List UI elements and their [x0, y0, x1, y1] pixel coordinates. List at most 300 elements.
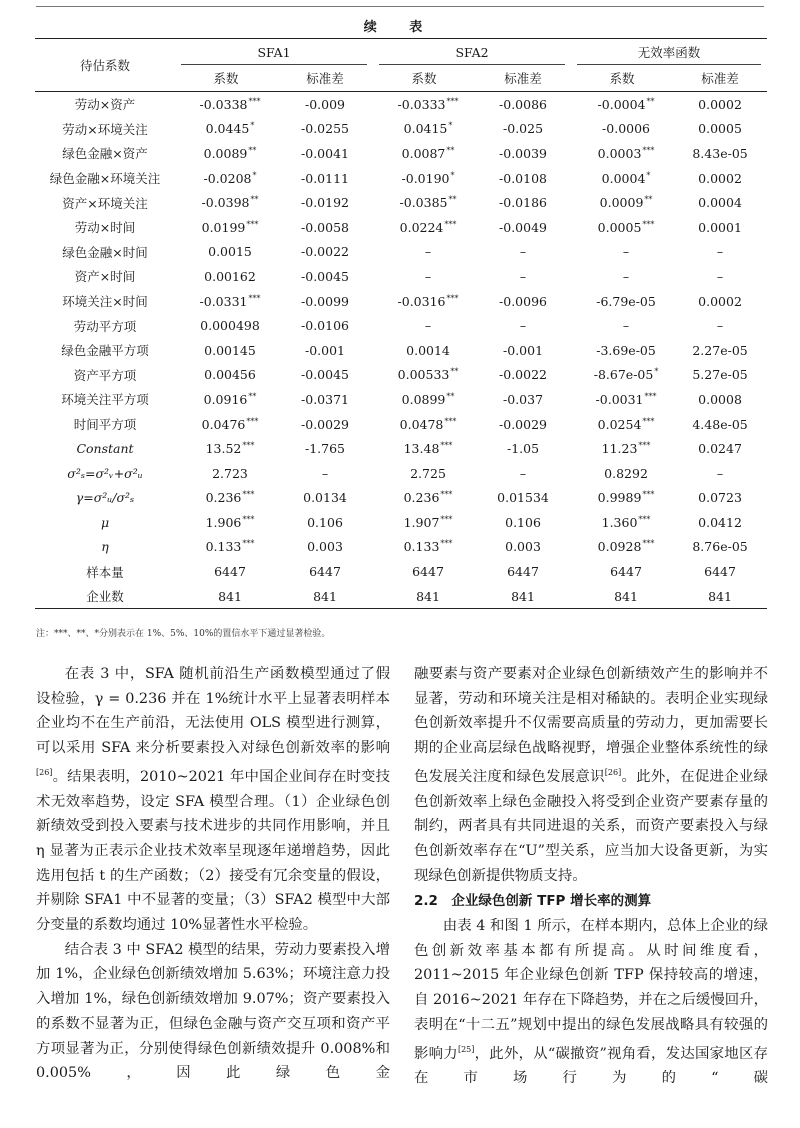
cell-value: -0.0058: [301, 219, 349, 235]
row-label: 劳动×资产: [74, 97, 136, 113]
significance-stars: **: [646, 96, 655, 106]
table-cell: [277, 313, 373, 338]
table-cell: [673, 363, 767, 388]
table-cell: [175, 92, 277, 117]
table-cell: [277, 240, 373, 265]
cell-value: 0.01534: [497, 490, 549, 506]
cell-value: 2.27e-05: [692, 342, 748, 358]
cell-value: 0.0002: [698, 96, 742, 112]
table-row: [35, 215, 767, 240]
row-label: 资产平方项: [73, 367, 137, 383]
table-cell: [571, 264, 673, 289]
cell-value: –: [622, 318, 630, 334]
cell-value: –: [424, 268, 432, 284]
significance-stars: **: [248, 391, 257, 401]
cell-value: -0.0029: [499, 416, 547, 432]
right-paragraph-2: 由表 4 和图 1 所示，在样本期内，总体上企业的绿色创新效率基本都有所提高。从时间维度看，2011~2015 年企业绿色创新 TFP 保持较高的增速，自 2016~2021 年存在下降趋势，并在之后缓慢回升，表明在“十二五”规划中提出的绿色发展战略具有较强的影响力[25]，此外，从“碳撤资”视角看，发达国家地区存在市场行为的“碳: [414, 918, 768, 1087]
table-row: [35, 289, 767, 314]
table-cell: [673, 412, 767, 437]
cell-value: -0.0398: [201, 195, 250, 211]
table-cell: [673, 461, 767, 486]
cell-value: 0.9989: [597, 490, 642, 506]
table-cell: [373, 289, 475, 314]
table-cell: [277, 215, 373, 240]
significance-stars: ***: [644, 391, 657, 401]
cell-value: -0.0004: [597, 96, 646, 112]
table-cell: [673, 436, 767, 461]
significance-stars: ***: [642, 416, 655, 426]
table-cell: [673, 584, 767, 609]
table-note: 注：***、**、*分别表示在 1%、5%、10%的置信水平下通过显著检验。: [36, 629, 331, 639]
table-cell: [277, 289, 373, 314]
table-cell: [175, 363, 277, 388]
cell-value: -0.0186: [499, 195, 547, 211]
table-row: [35, 338, 767, 363]
row-label: γ=σ²ᵤ/σ²ₛ: [75, 490, 135, 506]
significance-stars: *: [654, 367, 659, 377]
cell-value: –: [519, 268, 527, 284]
table-cell: [373, 363, 475, 388]
table-cell: [571, 141, 673, 166]
cell-value: –: [622, 268, 630, 284]
cell-value: 0.0916: [203, 391, 248, 407]
group-header-sfa1: SFA1: [175, 39, 373, 66]
table-row: [35, 559, 767, 584]
cell-value: 8.43e-05: [692, 145, 748, 161]
table-cell: [571, 387, 673, 412]
cell-value: 0.0412: [698, 514, 742, 530]
table-cell: [673, 264, 767, 289]
coefficient-table: [35, 38, 767, 609]
table-cell: [475, 412, 571, 437]
significance-stars: ***: [638, 441, 651, 451]
subheader-coef: 系数: [373, 65, 475, 92]
table-row: [35, 412, 767, 437]
cell-value: 0.0001: [698, 219, 742, 235]
significance-stars: ***: [446, 293, 459, 303]
table-row: [35, 510, 767, 535]
cell-value: -1.05: [506, 441, 540, 457]
table-cell: [571, 535, 673, 560]
cell-value: 0.0002: [698, 170, 742, 186]
right-text-column: [414, 662, 768, 1091]
cell-value: 6447: [610, 564, 642, 580]
cell-value: -0.0331: [199, 293, 248, 309]
cell-value: 0.8292: [604, 465, 648, 481]
cell-value: 0.0476: [201, 416, 246, 432]
table-cell: [673, 190, 767, 215]
cell-value: 0.0002: [698, 293, 742, 309]
table-cell: [475, 166, 571, 191]
table-row: [35, 117, 767, 142]
row-label: Constant: [76, 441, 134, 457]
cell-value: -0.037: [503, 391, 544, 407]
table-cell: [571, 166, 673, 191]
cell-value: –: [716, 268, 724, 284]
table-cell: [175, 141, 277, 166]
left-paragraph-2: 结合表 3 中 SFA2 模型的结果，劳动力要素投入增加 1%，企业绿色创新绩效增加 5.63%；环境注意力投入增加 1%，绿色创新绩效增加 9.07%；资产要素投入的系数不显著为正，但绿色金融与资产交互项和资产平方项显著为正，分别使得绿色创新绩效提升 0.008%和 0.005%，因此绿色金: [36, 941, 390, 1082]
significance-stars: ***: [242, 490, 255, 500]
table-cell: [475, 387, 571, 412]
table-cell: [571, 313, 673, 338]
table-cell: [673, 338, 767, 363]
cell-value: 0.0224: [399, 219, 444, 235]
table-cell: [277, 264, 373, 289]
cell-value: 5.27e-05: [692, 367, 748, 383]
cell-value: 0.0199: [201, 219, 246, 235]
table-row: [35, 436, 767, 461]
cell-value: -0.0316: [397, 293, 446, 309]
cell-value: -0.0099: [301, 293, 349, 309]
table-cell: [373, 486, 475, 511]
cell-value: -0.025: [503, 121, 544, 137]
cell-value: 0.0009: [599, 195, 644, 211]
citation-ref: [25]: [457, 1044, 475, 1054]
cell-value: 0.0005: [698, 121, 742, 137]
cell-value: 0.106: [505, 514, 541, 530]
cell-value: 6447: [309, 564, 341, 580]
significance-stars: **: [250, 195, 259, 205]
significance-stars: ***: [642, 490, 655, 500]
table-row: [35, 313, 767, 338]
table-cell: [373, 412, 475, 437]
row-label: 资产×时间: [74, 269, 136, 285]
row-label: 劳动×时间: [74, 220, 136, 236]
cell-value: -0.0190: [401, 170, 450, 186]
table-cell: [571, 240, 673, 265]
table-cell: [475, 215, 571, 240]
group-header-inefficiency: 无效率函数: [571, 39, 767, 66]
cell-value: 0.0015: [208, 244, 252, 260]
table-cell: [571, 436, 673, 461]
cell-value: 13.48: [403, 441, 440, 457]
cell-value: 6447: [704, 564, 736, 580]
table-cell: [373, 92, 475, 117]
table-cell: [277, 461, 373, 486]
table-cell: [571, 486, 673, 511]
cell-value: -0.0333: [397, 96, 446, 112]
table-cell: [277, 141, 373, 166]
cell-value: 4.48e-05: [692, 416, 748, 432]
significance-stars: ***: [248, 293, 261, 303]
table-cell: [673, 117, 767, 142]
cell-value: -0.0022: [301, 244, 349, 260]
section-heading: 2.2 企业绿色创新 TFP 增长率的测算: [414, 893, 652, 910]
table-cell: [475, 510, 571, 535]
citation-ref: [26]: [604, 767, 622, 777]
significance-stars: ***: [246, 219, 259, 229]
cell-value: 6447: [412, 564, 444, 580]
table-cell: [673, 289, 767, 314]
significance-stars: ***: [440, 539, 453, 549]
table-cell: [673, 92, 767, 117]
table-cell: [175, 117, 277, 142]
significance-stars: **: [644, 195, 653, 205]
table-cell: [175, 436, 277, 461]
table-cell: [175, 559, 277, 584]
table-cell: [475, 313, 571, 338]
table-cell: [175, 166, 277, 191]
table-row: [35, 461, 767, 486]
cell-value: 0.0723: [698, 490, 742, 506]
cell-value: -0.0385: [399, 195, 448, 211]
table-cell: [571, 117, 673, 142]
cell-value: -0.0045: [301, 367, 349, 383]
row-label: η: [101, 539, 109, 555]
row-label: 绿色金融×资产: [62, 146, 148, 162]
table-cell: [475, 92, 571, 117]
cell-value: -0.0045: [301, 268, 349, 284]
cell-value: 0.0089: [203, 145, 248, 161]
top-rule: [36, 6, 764, 7]
cell-value: –: [424, 244, 432, 260]
table-cell: [571, 338, 673, 363]
cell-value: –: [716, 318, 724, 334]
cell-value: -0.0192: [301, 195, 349, 211]
cell-value: 841: [614, 588, 638, 604]
table-row: [35, 264, 767, 289]
header-row-label: 待估系数: [35, 39, 175, 92]
cell-value: -0.0096: [499, 293, 547, 309]
cell-value: 0.106: [307, 514, 343, 530]
cell-value: 0.00533: [397, 367, 450, 383]
table-cell: [673, 387, 767, 412]
table-cell: [571, 559, 673, 584]
table-cell: [475, 559, 571, 584]
cell-value: -0.0022: [499, 367, 547, 383]
significance-stars: *: [252, 170, 257, 180]
significance-stars: ***: [440, 441, 453, 451]
table-cell: [175, 535, 277, 560]
cell-value: 6447: [214, 564, 246, 580]
table-cell: [673, 559, 767, 584]
table-cell: [475, 264, 571, 289]
row-label: σ²ₛ=σ²ᵥ+σ²ᵤ: [67, 465, 143, 481]
table-cell: [277, 190, 373, 215]
cell-value: 0.0004: [601, 170, 646, 186]
cell-value: -0.0111: [301, 170, 349, 186]
table-cell: [373, 215, 475, 240]
cell-value: -8.67e-05: [593, 367, 654, 383]
significance-stars: ***: [444, 219, 457, 229]
right-paragraph-1: 融要素与资产要素对企业绿色创新绩效产生的影响并不显著，劳动和环境关注是相对稀缺的。表明企业实现绿色创新效率提升不仅需要高质量的劳动力，更加需要长期的企业高层绿色战略视野，增强企业整体系统性的绿色发展关注度和绿色发展意识[26]。此外，在促进企业绿色创新效率上绿色金融投入将受到企业资产要素存量的制约，两者具有共同进退的关系，而资产要素投入与绿色创新效率存在“U”型关系，应当加大设备更新，为实现绿色创新提供物质支持。: [414, 666, 768, 884]
row-label: 劳动×环境关注: [62, 121, 148, 137]
significance-stars: ***: [642, 539, 655, 549]
cell-value: 0.0928: [597, 539, 642, 555]
cell-value: 0.00162: [204, 268, 256, 284]
table-row: [35, 363, 767, 388]
table-cell: [175, 264, 277, 289]
table-cell: [277, 535, 373, 560]
table-cell: [475, 240, 571, 265]
table-cell: [673, 215, 767, 240]
significance-stars: ***: [444, 416, 457, 426]
significance-stars: **: [446, 391, 455, 401]
table-cell: [277, 117, 373, 142]
table-cell: [475, 584, 571, 609]
cell-value: 0.0415: [403, 121, 448, 137]
table-cell: [175, 412, 277, 437]
cell-value: -6.79e-05: [596, 293, 656, 309]
table-cell: [673, 486, 767, 511]
cell-value: 1.360: [601, 514, 638, 530]
cell-value: –: [716, 465, 724, 481]
table-cell: [373, 559, 475, 584]
table-cell: [475, 363, 571, 388]
cell-value: -0.001: [503, 342, 544, 358]
table-row: [35, 141, 767, 166]
cell-value: -0.0106: [301, 318, 349, 334]
cell-value: 0.133: [205, 539, 242, 555]
left-paragraph-1: 在表 3 中，SFA 随机前沿生产函数模型通过了假设检验，γ = 0.236 并在 1%统计水平上显著表明样本企业均不在生产前沿，无法使用 OLS 模型进行测算，可以采用 SFA 来分析要素投入对绿色创新效率的影响[26]。结果表明，2010~2021 年中国企业间存在时变技术无效率趋势，设定 SFA 模型合理。（1）企业绿色创新绩效受到投入要素与技术进步的共同作用影响，并且 η 显著为正表示企业技术效率呈现逐年递增趋势，因此选用包括 t 的生产函数；（2）接受有冗余变量的假设，并剔除 SFA1 中不显著的变量；（3）SFA2 模型中大部分变量的系数均通过 10%显著性水平检验。: [36, 666, 390, 934]
cell-value: 0.133: [403, 539, 440, 555]
table-cell: [277, 387, 373, 412]
table-row: [35, 584, 767, 609]
table-cell: [277, 584, 373, 609]
table-cell: [673, 141, 767, 166]
table-cell: [673, 535, 767, 560]
significance-stars: *: [646, 170, 651, 180]
table-cell: [175, 313, 277, 338]
cell-value: –: [519, 318, 527, 334]
group-header-sfa2: SFA2: [373, 39, 571, 66]
table-cell: [571, 510, 673, 535]
cell-value: –: [519, 244, 527, 260]
table-cell: [175, 461, 277, 486]
cell-value: 0.0005: [597, 219, 642, 235]
cell-value: 0.0247: [698, 441, 742, 457]
table-cell: [571, 289, 673, 314]
cell-value: -0.0338: [199, 96, 248, 112]
table-cell: [277, 412, 373, 437]
cell-value: 1.907: [403, 514, 440, 530]
subheader-coef: 系数: [175, 65, 277, 92]
table-row: [35, 166, 767, 191]
table-cell: [277, 92, 373, 117]
table-row: [35, 240, 767, 265]
table-row: [35, 535, 767, 560]
citation-ref: [26]: [36, 767, 53, 777]
row-label: 环境关注×时间: [62, 294, 148, 310]
table-cell: [475, 535, 571, 560]
table-cell: [373, 117, 475, 142]
table-cell: [475, 338, 571, 363]
table-cell: [277, 436, 373, 461]
subheader-stderr: 标准差: [475, 65, 571, 92]
subheader-coef: 系数: [571, 65, 673, 92]
table-cell: [373, 510, 475, 535]
cell-value: –: [321, 465, 329, 481]
table-cell: [373, 461, 475, 486]
table-cell: [475, 117, 571, 142]
table-cell: [175, 486, 277, 511]
significance-stars: ***: [642, 145, 655, 155]
table-cell: [175, 215, 277, 240]
significance-stars: ***: [440, 490, 453, 500]
significance-stars: ***: [246, 416, 259, 426]
significance-stars: *: [448, 121, 453, 131]
left-text-column: [36, 662, 390, 1086]
cell-value: 0.0445: [205, 121, 250, 137]
table-cell: [277, 363, 373, 388]
cell-value: -0.0208: [203, 170, 252, 186]
table-cell: [373, 141, 475, 166]
cell-value: 0.0478: [399, 416, 444, 432]
cell-value: -0.0031: [595, 391, 644, 407]
cell-value: -1.765: [305, 441, 346, 457]
cell-value: 0.0014: [406, 342, 450, 358]
cell-value: 0.0899: [401, 391, 446, 407]
significance-stars: ***: [248, 96, 261, 106]
table-cell: [571, 363, 673, 388]
cell-value: 6447: [507, 564, 539, 580]
cell-value: –: [424, 318, 432, 334]
significance-stars: ***: [446, 96, 459, 106]
table-row: [35, 486, 767, 511]
cell-value: –: [622, 244, 630, 260]
significance-stars: ***: [638, 514, 651, 524]
table-cell: [373, 190, 475, 215]
significance-stars: ***: [440, 514, 453, 524]
subheader-stderr: 标准差: [673, 65, 767, 92]
cell-value: -0.0039: [499, 145, 547, 161]
table-cell: [175, 510, 277, 535]
table-cell: [571, 190, 673, 215]
table-cell: [571, 215, 673, 240]
cell-value: 0.0134: [303, 490, 347, 506]
table-cell: [673, 313, 767, 338]
row-label: 环境关注平方项: [61, 392, 149, 408]
cell-value: 0.003: [307, 539, 343, 555]
significance-stars: **: [448, 195, 457, 205]
cell-value: –: [519, 465, 527, 481]
table-cell: [475, 486, 571, 511]
table-cell: [175, 190, 277, 215]
table-row: [35, 387, 767, 412]
row-label: 绿色金融平方项: [61, 343, 149, 359]
cell-value: 0.0087: [401, 145, 446, 161]
cell-value: 2.723: [212, 465, 248, 481]
cell-value: 841: [218, 588, 242, 604]
row-label: μ: [100, 514, 110, 530]
table-cell: [475, 190, 571, 215]
row-label: 时间平方项: [73, 417, 137, 433]
row-label: 样本量: [86, 564, 124, 580]
table-cell: [571, 92, 673, 117]
cell-value: 0.00456: [204, 367, 256, 383]
cell-value: 8.76e-05: [692, 539, 748, 555]
table-cell: [571, 461, 673, 486]
cell-value: -0.0086: [499, 96, 547, 112]
table-cell: [277, 486, 373, 511]
significance-stars: ***: [242, 539, 255, 549]
table-row: [35, 190, 767, 215]
table-cell: [175, 338, 277, 363]
row-label: 劳动平方项: [73, 318, 137, 334]
row-label: 企业数: [35, 584, 175, 609]
cell-value: -0.0255: [301, 121, 349, 137]
cell-value: 0.236: [403, 490, 440, 506]
cell-value: -0.0029: [301, 416, 349, 432]
row-label: 资产×环境关注: [62, 195, 148, 211]
table-cell: [175, 387, 277, 412]
row-label: 绿色金融×环境关注: [49, 171, 161, 187]
table-cell: [475, 436, 571, 461]
table-row: [35, 92, 767, 117]
table-caption: 续 表: [363, 20, 437, 35]
significance-stars: *: [450, 170, 455, 180]
cell-value: -0.0371: [301, 391, 349, 407]
